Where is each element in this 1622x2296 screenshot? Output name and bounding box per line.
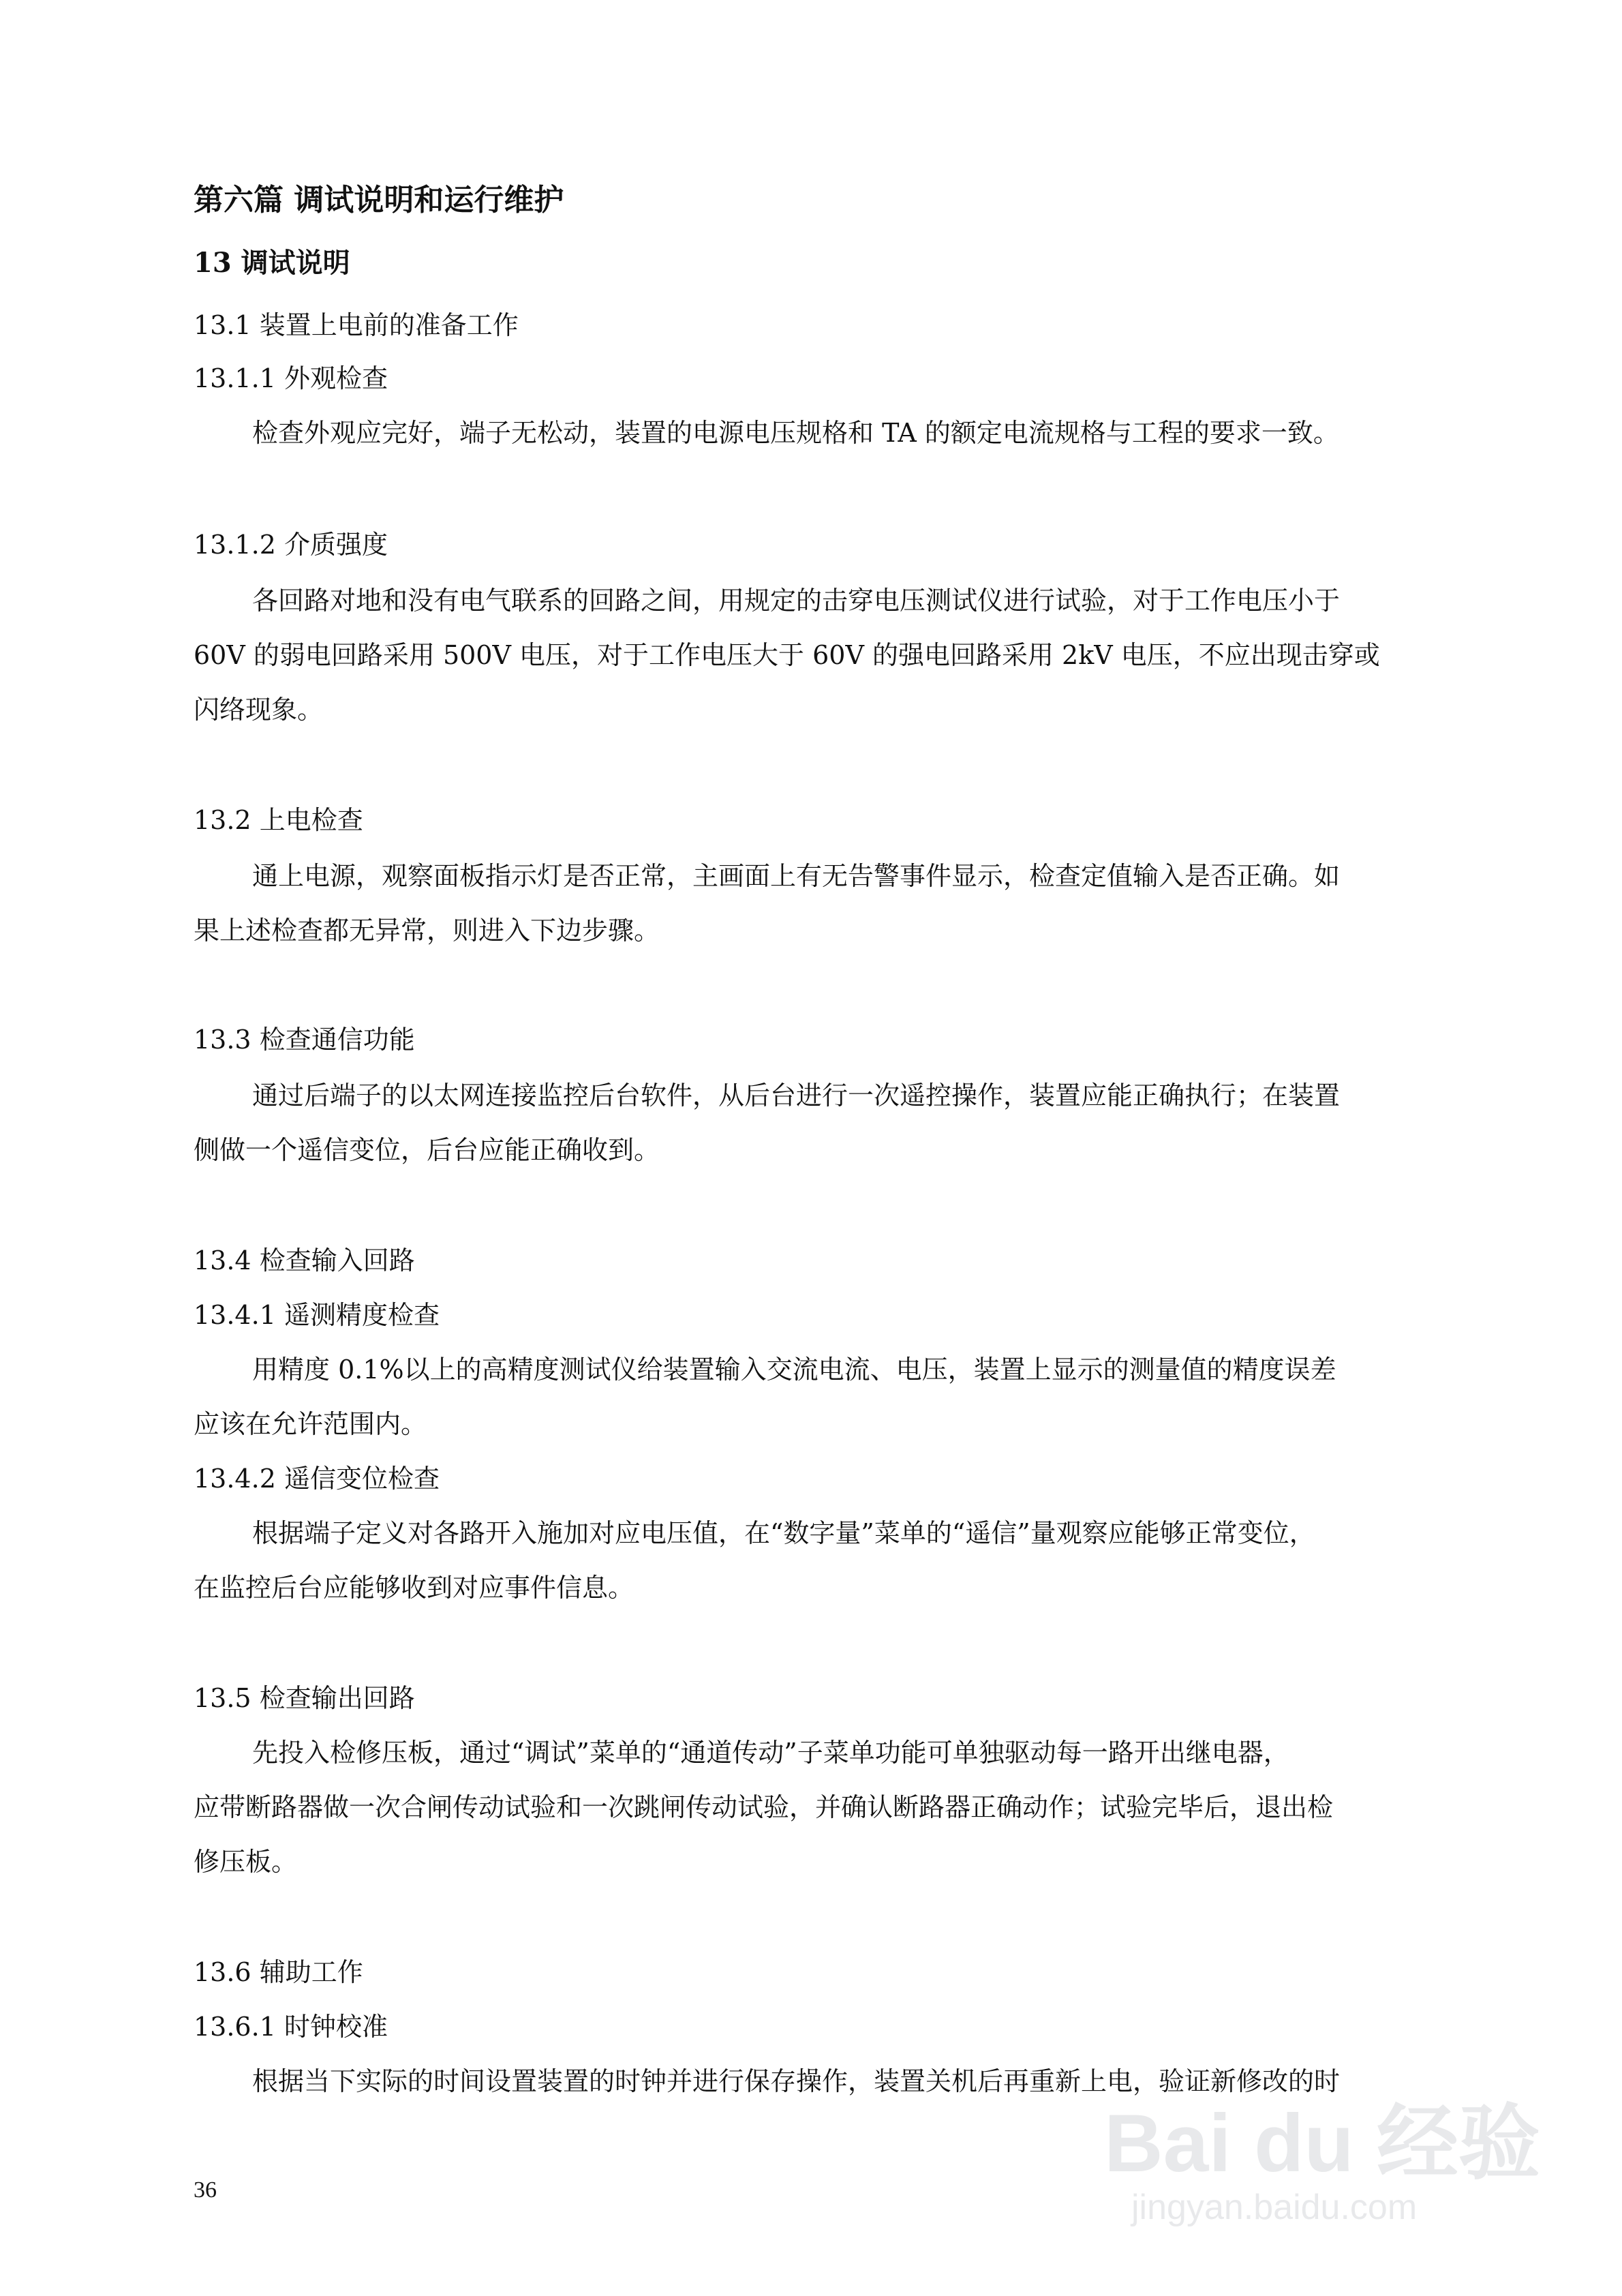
baidu-jingyan-watermark — [1104, 2078, 1541, 2235]
watermark-logo: Bai du 经验 — [1104, 2098, 1541, 2189]
paragraph-line: 通过后端子的以太网连接监控后台软件，从后台进行一次遥控操作，装置应能正确执行；在装置 — [252, 1081, 1341, 1111]
section-heading: 13.3 检查通信功能 — [194, 1025, 415, 1055]
paragraph-line: 闪络现象。 — [194, 695, 324, 725]
paragraph-line: 根据端子定义对各路开入施加对应电压值，在“数字量”菜单的“遥信”量观察应能够正常变位， — [252, 1518, 1315, 1548]
section-heading: 13.4.1 遥测精度检查 — [194, 1300, 440, 1330]
paragraph-line: 应该在允许范围内。 — [194, 1409, 427, 1439]
paragraph-line: 果上述检查都无异常，则进入下边步骤。 — [194, 916, 660, 946]
paragraph-line: 60V 的弱电回路采用 500V 电压，对于工作电压大于 60V 的强电回路采用 2kV 电压，不应出现击穿或 — [194, 640, 1380, 670]
paragraph-line: 通上电源，观察面板指示灯是否正常，主画面上有无告警事件显示，检查定值输入是否正确。如 — [252, 861, 1341, 891]
section-heading: 13.4 检查输入回路 — [194, 1245, 415, 1275]
paragraph-line: 修压板。 — [194, 1847, 298, 1877]
paragraph-line: 侧做一个遥信变位，后台应能正确收到。 — [194, 1135, 660, 1165]
section-heading: 13.2 上电检查 — [194, 805, 363, 835]
section-heading: 13.6.1 时钟校准 — [194, 2012, 388, 2042]
section-heading: 13.1.1 外观检查 — [194, 363, 388, 393]
section-heading: 13.5 检查输出回路 — [194, 1683, 415, 1713]
section-heading: 13.1.2 介质强度 — [194, 530, 388, 560]
chapter-title: 13 调试说明 — [194, 247, 350, 279]
paragraph-line: 检查外观应完好，端子无松动，装置的电源电压规格和 TA 的额定电流规格与工程的要求一致。 — [252, 418, 1339, 448]
paragraph-line: 各回路对地和没有电气联系的回路之间，用规定的击穿电压测试仪进行试验，对于工作电压小于 — [252, 586, 1341, 616]
section-heading: 13.1 装置上电前的准备工作 — [194, 310, 519, 340]
part-title: 第六篇 调试说明和运行维护 — [194, 183, 564, 217]
section-heading: 13.4.2 遥信变位检查 — [194, 1464, 440, 1494]
paragraph-line: 先投入检修压板，通过“调试”菜单的“通道传动”子菜单功能可单独驱动每一路开出继电器， — [252, 1738, 1289, 1768]
paragraph-line: 根据当下实际的时间设置装置的时钟并进行保存操作，装置关机后再重新上电，验证新修改的时 — [252, 2066, 1341, 2096]
paragraph-line: 用精度 0.1%以上的高精度测试仪给装置输入交流电流、电压，装置上显示的测量值的精度误差 — [252, 1355, 1336, 1385]
section-heading: 13.6 辅助工作 — [194, 1957, 363, 1987]
page-number: 36 — [194, 2177, 217, 2203]
watermark-url: jingyan.baidu.com — [1131, 2188, 1418, 2227]
paragraph-line: 在监控后台应能够收到对应事件信息。 — [194, 1573, 634, 1603]
paragraph-line: 应带断路器做一次合闸传动试验和一次跳闸传动试验，并确认断路器正确动作；试验完毕后，退出检 — [194, 1792, 1334, 1822]
